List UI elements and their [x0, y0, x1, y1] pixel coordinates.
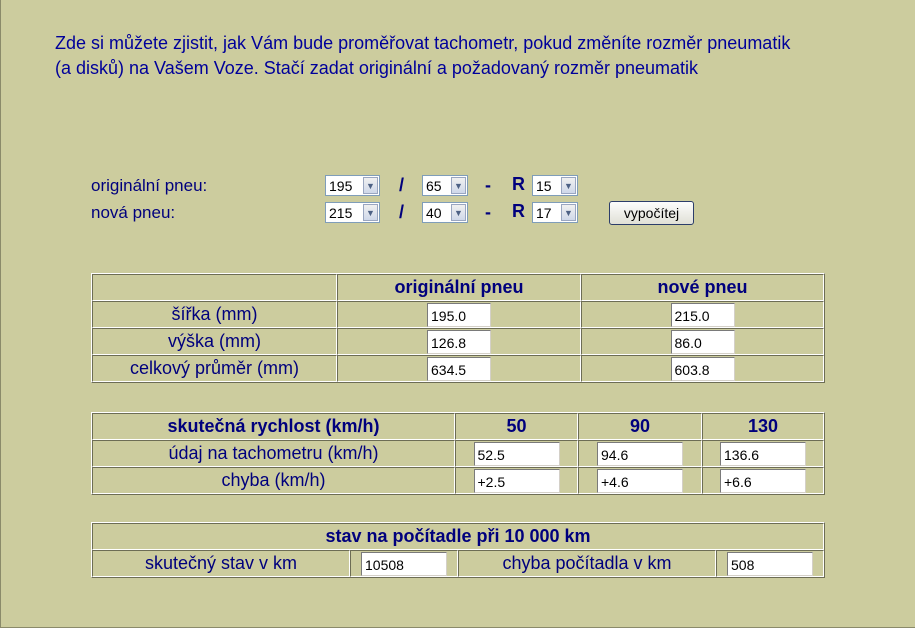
original-tyre-label: originální pneu:	[91, 176, 208, 195]
original-width-select[interactable]	[325, 175, 380, 196]
tacho-90-output[interactable]: 94.6	[597, 442, 683, 466]
slash-separator: /	[399, 175, 405, 195]
new-rim-value: 17	[536, 204, 552, 221]
error-130-output[interactable]: +6.6	[720, 469, 806, 493]
table-row	[92, 355, 824, 382]
new-profile-value: 40	[426, 204, 442, 221]
header-new-tyre: nové pneu	[581, 274, 824, 301]
dimensions-table	[91, 273, 825, 383]
chevron-down-icon[interactable]: ▼	[451, 204, 466, 221]
calculate-button[interactable]: vypočítej	[609, 201, 694, 225]
new-diameter-output[interactable]: 603.8	[671, 357, 735, 381]
cell	[581, 328, 824, 355]
original-width-value: 195	[329, 177, 353, 194]
cell	[581, 301, 824, 328]
actual-distance-label: skutečný stav v km	[92, 550, 350, 577]
chevron-down-icon[interactable]: ▼	[363, 177, 378, 194]
table-row	[92, 467, 824, 494]
error-50-output[interactable]: +2.5	[474, 469, 560, 493]
header-speed-90: 90	[578, 413, 702, 440]
cell	[702, 467, 824, 494]
new-width-output[interactable]: 215.0	[671, 303, 735, 327]
header-empty-cell	[92, 274, 337, 301]
new-width-select[interactable]	[325, 202, 380, 223]
cell	[337, 328, 581, 355]
header-original-tyre: originální pneu	[337, 274, 581, 301]
table-row	[92, 550, 824, 577]
odometer-error-label: chyba počítadla v km	[458, 550, 716, 577]
cell	[578, 440, 702, 467]
row-label: údaj na tachometru (km/h)	[92, 440, 455, 467]
new-profile-select[interactable]	[422, 202, 468, 223]
tacho-130-output[interactable]: 136.6	[720, 442, 806, 466]
cell	[455, 440, 578, 467]
row-label: chyba (km/h)	[92, 467, 455, 494]
header-actual-speed: skutečná rychlost (km/h)	[92, 413, 455, 440]
tacho-50-output[interactable]: 52.5	[474, 442, 560, 466]
error-90-output[interactable]: +4.6	[597, 469, 683, 493]
intro-text	[55, 31, 895, 81]
cell	[455, 467, 578, 494]
intro-line-1: Zde si můžete zjistit, jak Vám bude proměřovat tachometr, pokud změníte rozměr pneumatik	[55, 33, 791, 53]
table-row	[92, 440, 824, 467]
original-rim-value: 15	[536, 177, 552, 194]
table-row	[92, 328, 824, 355]
header-speed-130: 130	[702, 413, 824, 440]
cell	[578, 467, 702, 494]
actual-distance-output[interactable]: 10508	[361, 552, 447, 576]
original-width-output[interactable]: 195.0	[427, 303, 491, 327]
table-header-row	[92, 413, 824, 440]
intro-line-2: (a disků) na Vašem Voze. Stačí zadat originální a požadovaný rozměr pneumatik	[55, 58, 699, 78]
cell	[702, 440, 824, 467]
new-tyre-label: nová pneu:	[91, 203, 176, 222]
odometer-table	[91, 522, 825, 578]
table-row	[92, 301, 824, 328]
new-rim-select[interactable]	[532, 202, 578, 223]
chevron-down-icon[interactable]: ▼	[363, 204, 378, 221]
chevron-down-icon[interactable]: ▼	[451, 177, 466, 194]
dash-separator: -	[485, 175, 491, 195]
chevron-down-icon[interactable]: ▼	[561, 177, 576, 194]
row-label: šířka (mm)	[92, 301, 337, 328]
cell	[581, 355, 824, 382]
row-label: výška (mm)	[92, 328, 337, 355]
table-header-row	[92, 523, 824, 550]
rim-r-label: R	[512, 201, 525, 221]
header-speed-50: 50	[455, 413, 578, 440]
original-diameter-output[interactable]: 634.5	[427, 357, 491, 381]
dash-separator: -	[485, 202, 491, 222]
slash-separator: /	[399, 202, 405, 222]
new-width-value: 215	[329, 204, 353, 221]
row-label: celkový průměr (mm)	[92, 355, 337, 382]
table-header-row	[92, 274, 824, 301]
cell	[337, 355, 581, 382]
original-rim-select[interactable]	[532, 175, 578, 196]
cell	[716, 550, 824, 577]
cell	[337, 301, 581, 328]
original-profile-value: 65	[426, 177, 442, 194]
chevron-down-icon[interactable]: ▼	[561, 204, 576, 221]
new-height-output[interactable]: 86.0	[671, 330, 735, 354]
rim-r-label: R	[512, 174, 525, 194]
odometer-error-output[interactable]: 508	[727, 552, 813, 576]
speed-table	[91, 412, 825, 495]
original-height-output[interactable]: 126.8	[427, 330, 491, 354]
odometer-title: stav na počítadle při 10 000 km	[92, 523, 824, 550]
cell	[350, 550, 458, 577]
original-profile-select[interactable]	[422, 175, 468, 196]
